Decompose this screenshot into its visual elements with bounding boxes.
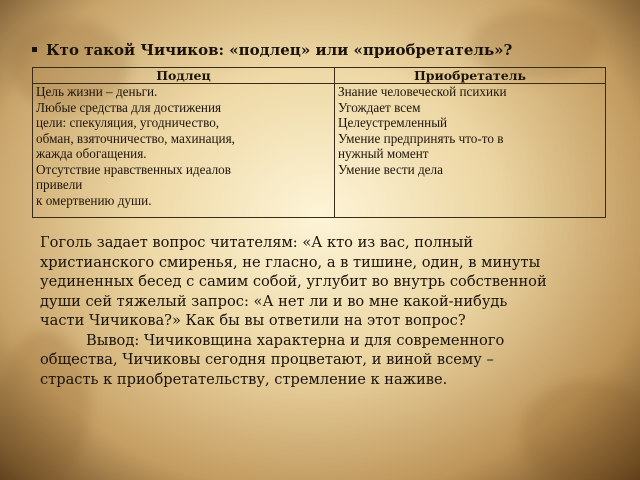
paragraph-line: христианского смиренья, не гласно, а в тишине, один, в минуты	[40, 253, 541, 271]
title-text: Кто такой Чичиков: «подлец» или «приобретатель»?	[46, 41, 513, 59]
stain-decoration	[520, 380, 640, 480]
cell-line: Умение вести дела	[338, 161, 443, 177]
cell-line: к омертвению души.	[36, 192, 152, 208]
header-priobretatel: Приобретатель	[335, 68, 606, 84]
cell-line: Угождает всем	[338, 99, 421, 115]
conclusion-line: страсть к приобретательству, стремление к наживе.	[40, 370, 448, 388]
cell-line: привели	[36, 177, 83, 192]
square-bullet-icon	[32, 47, 37, 52]
cell-line: Цель жизни – деньги.	[36, 84, 158, 99]
priobretatel-cell	[335, 84, 606, 218]
body-paragraph	[40, 233, 600, 389]
paragraph-line: части Чичикова?» Как бы вы ответили на этот вопрос?	[40, 312, 466, 329]
conclusion-line: общества, Чичиковы сегодня процветают, и виной всему –	[40, 351, 494, 368]
cell-line: цели: спекуляция, угодничество,	[36, 115, 220, 130]
paragraph-line: души сей тяжелый запрос: «А нет ли и во мне какой-нибудь	[40, 292, 508, 310]
cell-line: нужный момент	[338, 146, 429, 161]
cell-line: Умение предпринять что-то в	[338, 130, 504, 146]
paragraph-line: уединенных бесед с самим собой, углубит во внутрь собственной	[40, 273, 547, 290]
cell-line: жажда обогащения.	[36, 146, 147, 161]
cell-line: Отсутствие нравственных идеалов	[36, 161, 231, 177]
paragraph-line: Гоголь задает вопрос читателям: «А кто из вас, полный	[40, 234, 474, 251]
table-row	[33, 84, 606, 218]
comparison-table	[32, 67, 606, 218]
conclusion-line: Вывод: Чичиковщина характерна и для современного	[86, 331, 505, 349]
podlets-cell	[33, 84, 335, 218]
cell-line: Любые средства для достижения	[36, 99, 222, 115]
cell-line: обман, взяточничество, махинация,	[36, 130, 235, 146]
header-podlets: Подлец	[33, 68, 335, 84]
table-header-row	[33, 68, 606, 84]
cell-line: Знание человеческой психики	[338, 84, 507, 99]
cell-line: Целеустремленный	[338, 115, 448, 130]
slide-title	[46, 41, 512, 59]
